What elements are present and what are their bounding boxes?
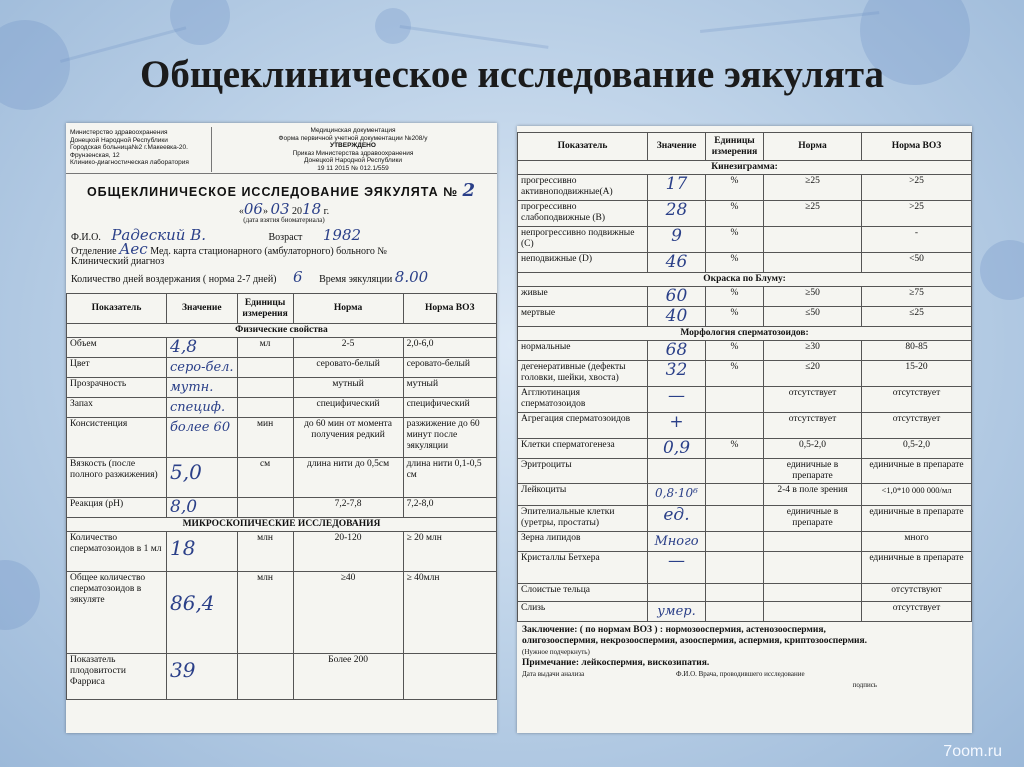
row-who: единичные в препарате (862, 459, 972, 484)
row-unit (706, 484, 764, 506)
col-header: Норма ВОЗ (403, 294, 496, 324)
row-who: отсутствует (862, 413, 972, 439)
header-line: Клинико-диагностическая лаборатория (70, 159, 189, 166)
conclusion-line (522, 625, 967, 636)
row-unit (706, 459, 764, 484)
table-row (518, 175, 972, 201)
row-name: непрогрессивно подвижные (С) (518, 227, 648, 253)
row-name: прогрессивно активноподвижные(А) (518, 175, 648, 201)
row-unit: % (706, 253, 764, 273)
row-value: 40 (648, 307, 706, 327)
row-norm: 0,5-2,0 (764, 439, 862, 459)
table-row (67, 458, 497, 498)
row-norm: отсутствует (764, 413, 862, 439)
row-norm: до 60 мин от момента получения редкий (293, 418, 403, 458)
row-norm: ≥50 (764, 287, 862, 307)
col-header: Единицы измерения (237, 294, 293, 324)
row-name: Агглютинация сперматозоидов (518, 387, 648, 413)
row-name: Эпителиальные клетки (уретры, простаты) (518, 506, 648, 532)
row-value: 28 (648, 201, 706, 227)
row-norm: 20-120 (293, 532, 403, 572)
table-row (67, 338, 497, 358)
row-unit: мл (237, 338, 293, 358)
row-unit: % (706, 175, 764, 201)
row-name: Зерна липидов (518, 532, 648, 552)
section-physical: Физические свойства (67, 324, 497, 338)
header-line: Донецкой Народной Республики (70, 136, 168, 144)
age-value: 1982 (322, 226, 362, 244)
row-unit: млн (237, 572, 293, 654)
table-row (518, 341, 972, 361)
underline-note: (Нужное подчеркнуть) (522, 648, 590, 656)
row-unit: % (706, 341, 764, 361)
table-row (518, 439, 972, 459)
row-unit (237, 654, 293, 700)
col-header: Норма ВОЗ (862, 133, 972, 161)
row-name: дегенеративные (дефекты головки, шейки, хвоста) (518, 361, 648, 387)
row-who: серовато-белый (403, 358, 496, 378)
row-norm (764, 227, 862, 253)
row-norm (764, 253, 862, 273)
table-row (67, 358, 497, 378)
decor-bubble (0, 560, 40, 630)
slide-title: Общеклиническое исследование эякулята (139, 53, 885, 96)
fio-value: Радеский В. (111, 226, 207, 244)
conclusion-label: Заключение: ( по нормам ВОЗ ) : (522, 625, 664, 635)
row-value: Много (648, 532, 706, 552)
date-line: «06» 03 2018 г. (238, 200, 330, 218)
header-line: Городская больница№2 г.Макеевка-20. (70, 144, 188, 151)
row-who: разжижение до 60 минут после эякуляции (403, 418, 496, 458)
row-unit: % (706, 439, 764, 459)
row-norm (764, 602, 862, 622)
row-norm (764, 532, 862, 552)
row-norm: ≥25 (764, 201, 862, 227)
col-header: Показатель (518, 133, 648, 161)
row-name: Реакция (pH) (67, 498, 167, 518)
section-morph: Морфология сперматозоидов: (518, 327, 972, 341)
col-header: Норма (764, 133, 862, 161)
fio-label: Ф.И.О. (71, 232, 101, 243)
row-value: 4,8 (167, 338, 238, 358)
col-header: Единицы измерения (706, 133, 764, 161)
row-norm: серовато-белый (293, 358, 403, 378)
row-norm (764, 584, 862, 602)
row-name: Слоистые тельца (518, 584, 648, 602)
row-unit: мин (237, 418, 293, 458)
watermark: 7oom.ru (943, 743, 1002, 760)
section-micro: МИКРОСКОПИЧЕСКИЕ ИССЛЕДОВАНИЯ (67, 518, 497, 532)
row-value: 5,0 (167, 458, 238, 498)
row-who: >25 (862, 175, 972, 201)
row-value: 18 (167, 532, 238, 572)
form-title-text: ОБЩЕКЛИНИЧЕСКОЕ ИССЛЕДОВАНИЕ ЭЯКУЛЯТА № (86, 185, 459, 199)
row-who: специфический (403, 398, 496, 418)
col-header: Значение (167, 294, 238, 324)
section-row (67, 324, 497, 338)
row-value: ед. (648, 506, 706, 532)
header-right (211, 127, 488, 172)
left-form-sheet (66, 123, 497, 733)
section-bloom: Окраска по Блуму: (518, 273, 972, 287)
header-line: Форма первичной учетной документации №208/у (278, 134, 428, 142)
row-who: много (862, 532, 972, 552)
row-name: Объем (67, 338, 167, 358)
decor-line (700, 11, 879, 33)
row-norm: 7,2-7,8 (293, 498, 403, 518)
row-name: живые (518, 287, 648, 307)
decor-bubble (980, 240, 1024, 300)
form-number-handwritten: 2 (462, 180, 477, 201)
row-who (403, 654, 496, 700)
col-header: Норма (293, 294, 403, 324)
row-who: отсутствуют (862, 584, 972, 602)
row-norm: длина нити до 0,5см (293, 458, 403, 498)
row-unit (237, 398, 293, 418)
row-who: единичные в препарате (862, 552, 972, 584)
dept-value: Аес (119, 240, 148, 258)
row-name: Консистенция (67, 418, 167, 458)
row-who: ≥75 (862, 287, 972, 307)
section-row (518, 161, 972, 175)
footer-line (522, 669, 967, 680)
row-name: прогрессивно слабоподвижные (В) (518, 201, 648, 227)
row-value: 9 (648, 227, 706, 253)
table-row (67, 378, 497, 398)
row-value: 39 (167, 654, 238, 700)
table-header-row (67, 294, 497, 324)
row-unit (237, 358, 293, 378)
row-value: 0,8·10⁶ (648, 484, 706, 506)
row-who: <1,0*10 000 000/мл (862, 484, 972, 506)
row-norm: ≥25 (764, 175, 862, 201)
row-unit: % (706, 361, 764, 387)
decor-bubble (170, 0, 230, 45)
section-row (67, 518, 497, 532)
results-table-left (66, 293, 497, 700)
row-name: Количество сперматозоидов в 1 мл (67, 532, 167, 572)
time-label: Время эякуляции (319, 274, 393, 285)
row-value: 32 (648, 361, 706, 387)
row-who: 2,0-6,0 (403, 338, 496, 358)
row-name: Вязкость (после полного разжижения) (67, 458, 167, 498)
header-line: Приказ Министерства здравоохранения (292, 149, 414, 157)
row-norm: мутный (293, 378, 403, 398)
header-line: 19 11 2015 № 012.1/559 (317, 164, 389, 172)
row-value: 60 (648, 287, 706, 307)
diag-line (66, 255, 497, 269)
date-day: 06 (243, 200, 263, 218)
note-text: лейкоспермия, вискозипатия. (581, 658, 710, 668)
table-row (518, 532, 972, 552)
table-row (518, 484, 972, 506)
row-unit: % (706, 201, 764, 227)
header-line: Фрунзенская, 12 (70, 151, 120, 159)
row-who: 7,2-8,0 (403, 498, 496, 518)
table-row (518, 459, 972, 484)
date-caption-line (66, 215, 497, 224)
row-who: - (862, 227, 972, 253)
row-value (648, 584, 706, 602)
row-name: Лейкоциты (518, 484, 648, 506)
row-who: отсутствует (862, 387, 972, 413)
row-norm: единичные в препарате (764, 459, 862, 484)
row-value: 8,0 (167, 498, 238, 518)
row-unit (237, 378, 293, 398)
row-value: 86,4 (167, 572, 238, 654)
right-form-sheet (517, 126, 972, 733)
conclusion-block (517, 622, 972, 691)
table-row (67, 532, 497, 572)
time-value: 8.00 (394, 268, 429, 286)
row-value: серо-бел. (167, 358, 238, 378)
table-row (67, 398, 497, 418)
row-unit (706, 602, 764, 622)
row-unit (706, 584, 764, 602)
row-who: длина нити 0,1-0,5 см (403, 458, 496, 498)
row-norm: 2-4 в поле зрения (764, 484, 862, 506)
days-label: Количество дней воздержания ( норма 2-7 дней) (71, 274, 277, 285)
row-name: Общее количество сперматозоидов в эякуляте (67, 572, 167, 654)
table-row (518, 602, 972, 622)
header-line: Медицинская документация (310, 127, 396, 134)
table-header-row (518, 133, 972, 161)
row-who: 80-85 (862, 341, 972, 361)
footer-sign-line (522, 680, 967, 691)
row-who: >25 (862, 201, 972, 227)
dept-label: Отделение (71, 246, 117, 257)
row-unit (237, 498, 293, 518)
conclusion-text: нормозооспермия, астенозооспермия, (665, 625, 826, 635)
table-row (67, 498, 497, 518)
row-norm: ≤50 (764, 307, 862, 327)
row-norm: ≥40 (293, 572, 403, 654)
row-name: Агрегация сперматозоидов (518, 413, 648, 439)
row-name: Слизь (518, 602, 648, 622)
row-value: — (648, 552, 706, 584)
conclusion-text: олигозооспермия, некрозооспермия, азооспермия, аспермия, криптозооспермия. (522, 636, 868, 646)
days-line (66, 268, 497, 286)
footer-date: Дата выдачи анализа (522, 670, 585, 678)
row-value: + (648, 413, 706, 439)
row-unit (706, 387, 764, 413)
row-value: 68 (648, 341, 706, 361)
table-row (518, 307, 972, 327)
row-norm: Более 200 (293, 654, 403, 700)
row-value: более 60 (167, 418, 238, 458)
date-month: 03 (270, 200, 290, 218)
table-row (67, 418, 497, 458)
row-unit (706, 532, 764, 552)
row-name: Запах (67, 398, 167, 418)
row-norm: специфический (293, 398, 403, 418)
form-title (66, 182, 497, 199)
header-line: Донецкой Народной Республики (304, 157, 402, 164)
age-label: Возраст (268, 232, 303, 243)
row-unit: % (706, 307, 764, 327)
table-row (67, 654, 497, 700)
row-norm (764, 552, 862, 584)
row-norm: 2-5 (293, 338, 403, 358)
row-value: 0,9 (648, 439, 706, 459)
row-unit: % (706, 227, 764, 253)
row-value: специф. (167, 398, 238, 418)
row-name: Показатель плодовитости Фарриса (67, 654, 167, 700)
row-who: 0,5-2,0 (862, 439, 972, 459)
table-row (518, 552, 972, 584)
row-value (648, 459, 706, 484)
row-norm: ≤20 (764, 361, 862, 387)
row-name: Кристаллы Бетхера (518, 552, 648, 584)
footer-sign: подпись (852, 681, 877, 689)
row-who: ≥ 40млн (403, 572, 496, 654)
section-kinesis: Кинезиграмма: (518, 161, 972, 175)
table-row (67, 572, 497, 654)
dept-line (66, 240, 497, 258)
table-row (518, 387, 972, 413)
row-unit: см (237, 458, 293, 498)
table-row (518, 506, 972, 532)
row-name: Цвет (67, 358, 167, 378)
row-name: мертвые (518, 307, 648, 327)
table-row (518, 201, 972, 227)
date-caption: (дата взятия биоматериала) (243, 216, 325, 224)
row-who: 15-20 (862, 361, 972, 387)
col-header: Значение (648, 133, 706, 161)
date-year-prefix: 20 (292, 206, 303, 217)
diag-label: Клинический диагноз (71, 256, 165, 267)
note-label: Примечание: (522, 658, 580, 668)
row-name: нормальные (518, 341, 648, 361)
table-row (518, 227, 972, 253)
row-value: мутн. (167, 378, 238, 398)
row-unit: % (706, 287, 764, 307)
days-value: 6 (293, 268, 303, 286)
row-value: 46 (648, 253, 706, 273)
row-who: единичные в препарате (862, 506, 972, 532)
table-row (518, 413, 972, 439)
note-line (522, 658, 967, 669)
fio-line (66, 226, 497, 244)
row-unit (706, 506, 764, 532)
header-left (70, 129, 200, 167)
table-row (518, 287, 972, 307)
table-row (518, 361, 972, 387)
table-row (518, 253, 972, 273)
header-line: Министерство здравоохранения (70, 129, 168, 136)
row-unit: млн (237, 532, 293, 572)
table-row (518, 584, 972, 602)
row-value: умер. (648, 602, 706, 622)
row-unit (706, 552, 764, 584)
row-name: Клетки сперматогенеза (518, 439, 648, 459)
date-year: 18 (302, 200, 322, 218)
col-header: Показатель (67, 294, 167, 324)
date-suffix: г. (323, 206, 330, 217)
results-table-right (517, 132, 972, 622)
row-value: 17 (648, 175, 706, 201)
decor-line (400, 25, 549, 49)
row-who: ≤25 (862, 307, 972, 327)
row-norm: ≥30 (764, 341, 862, 361)
footer-doctor: Ф.И.О. Врача, проводившего исследование (676, 670, 805, 678)
conclusion-line (522, 636, 967, 647)
row-name: Прозрачность (67, 378, 167, 398)
card-label: Мед. карта стационарного (амбулаторного) больного № (150, 246, 387, 257)
section-row (518, 273, 972, 287)
row-norm: отсутствует (764, 387, 862, 413)
row-name: неподвижные (D) (518, 253, 648, 273)
row-unit (706, 413, 764, 439)
row-norm: единичные в препарате (764, 506, 862, 532)
header-line: УТВЕРЖДЕНО (330, 142, 376, 149)
row-who: отсутствует (862, 602, 972, 622)
form-header (66, 123, 497, 174)
section-row (518, 327, 972, 341)
row-value: — (648, 387, 706, 413)
row-who: <50 (862, 253, 972, 273)
row-who: ≥ 20 млн (403, 532, 496, 572)
row-name: Эритроциты (518, 459, 648, 484)
row-who: мутный (403, 378, 496, 398)
